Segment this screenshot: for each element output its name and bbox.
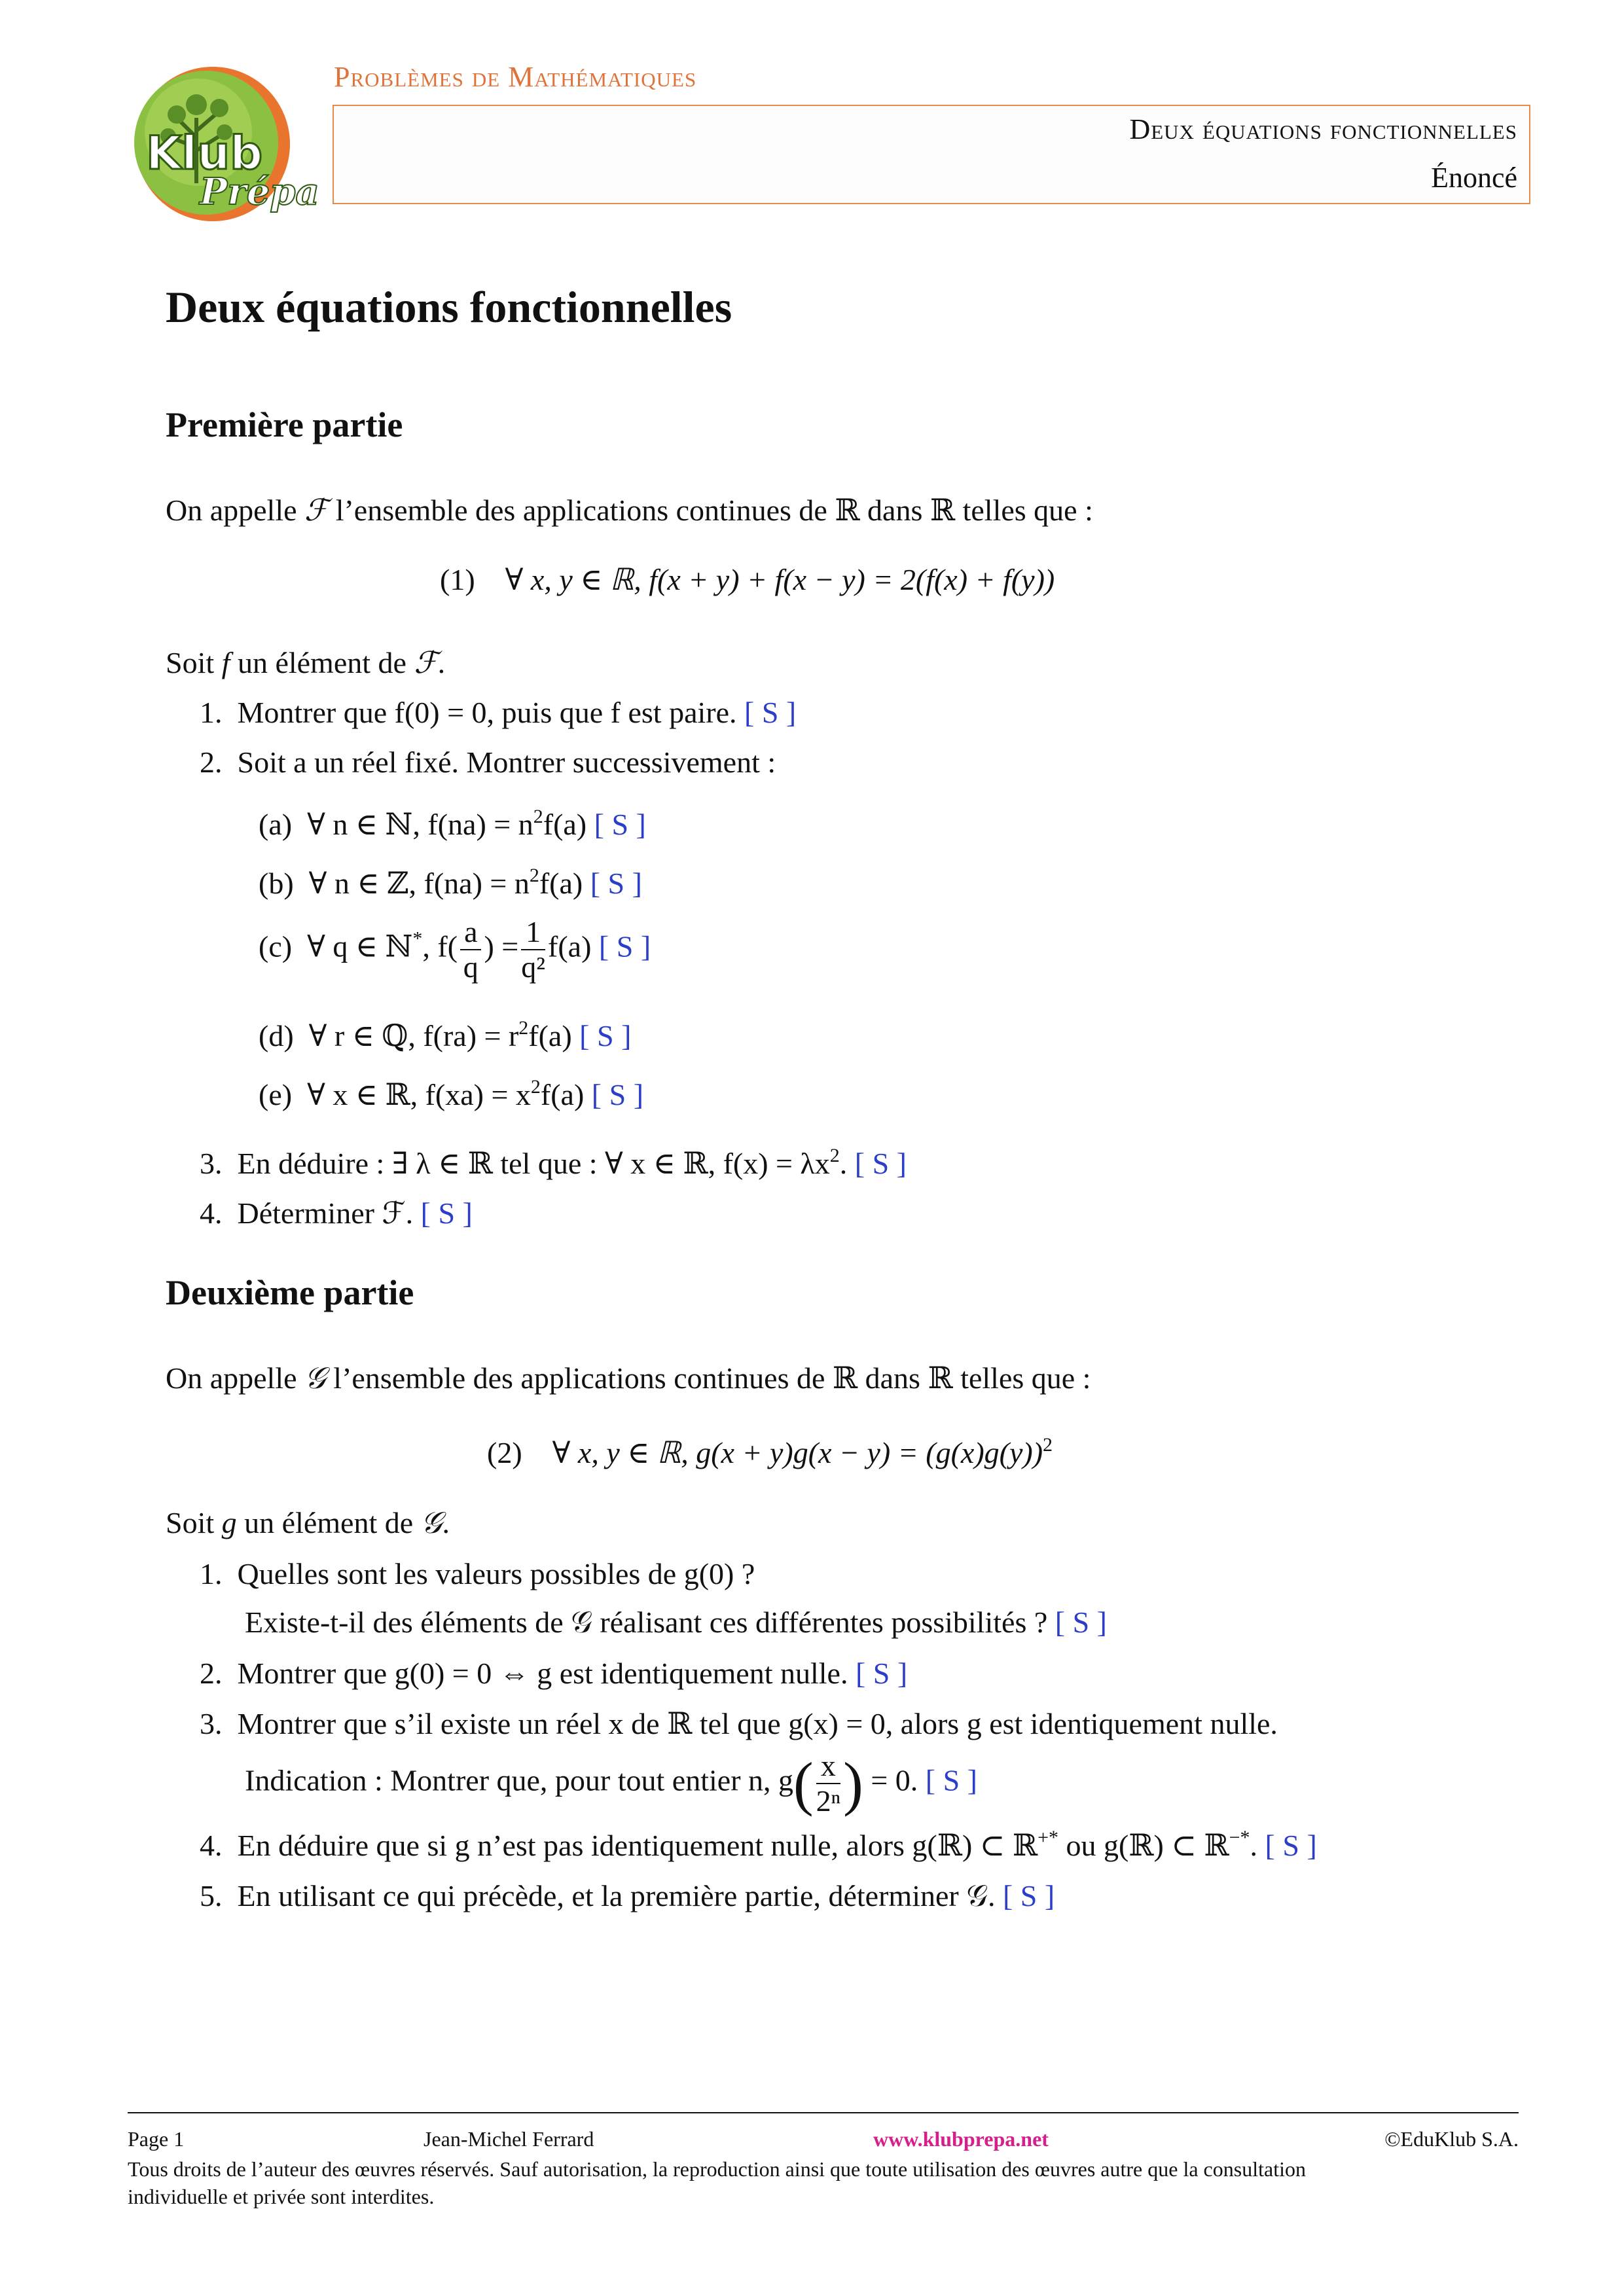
- solution-link[interactable]: [ S ]: [590, 867, 642, 900]
- part1-q1: 1. Montrer que f(0) = 0, puis que f est paire. [ S ]: [200, 696, 797, 729]
- part2-q4: 4. En déduire que si g n’est pas identiquement nulle, alors g(ℝ) ⊂ ℝ+* ou g(ℝ) ⊂ ℝ−*. [ S ]: [200, 1827, 1317, 1862]
- part2-q3-hint: Indication : Montrer que, pour tout entier n, g( $\frac{x}{\text{2ⁿ}}$ ) = 0. [ S ]: [245, 1749, 977, 1818]
- footer-page: Page 1: [128, 2127, 185, 2151]
- footer-copyright: ©EduKlub S.A.: [1384, 2127, 1519, 2151]
- part1-soit: Soit f un élément de ℱ.: [166, 646, 446, 679]
- solution-link[interactable]: [ S ]: [579, 1019, 632, 1052]
- solution-link[interactable]: [ S ]: [1055, 1605, 1107, 1639]
- solution-link[interactable]: [ S ]: [594, 808, 646, 841]
- footer-rule: [128, 2112, 1519, 2113]
- section-title-part2: Deuxième partie: [166, 1273, 414, 1312]
- fraction-x-over-2n: $\frac{x}{\text{2ⁿ}}$: [816, 1749, 841, 1818]
- solution-link[interactable]: [ S ]: [925, 1763, 977, 1797]
- logo-text-klub: Klub: [146, 126, 263, 180]
- part2-soit: Soit g un élément de 𝒢.: [166, 1506, 450, 1539]
- part2-q5: 5. En utilisant ce qui précède, et la première partie, déterminer 𝒢. [ S ]: [200, 1879, 1055, 1912]
- part2-q1: 1. Quelles sont les valeurs possibles de g(0) ?: [200, 1557, 755, 1590]
- part2-q2: 2. Montrer que g(0) = 0 ⇔ g est identiquement nulle. [ S ]: [200, 1657, 908, 1690]
- part1-q4: 4. Déterminer ℱ. [ S ]: [200, 1196, 473, 1230]
- part2-q1-line2: Existe-t-il des éléments de 𝒢 réalisant ces différentes possibilités ? [ S ]: [245, 1605, 1107, 1639]
- part1-q2: 2. Soit a un réel fixé. Montrer successivement :: [200, 745, 776, 779]
- footer-rights-line1: Tous droits de l’auteur des œuvres réservés. Sauf autorisation, la reproduction ainsi que toute utilisation des œuvres autre que la consultation: [128, 2157, 1306, 2181]
- part1-q2e: (e) ∀ x ∈ ℝ, $f(xa) = x^2f(a)$ [ S ]: [259, 1076, 644, 1111]
- footer-rights-line2: individuelle et privée sont interdites.: [128, 2185, 435, 2208]
- solution-link[interactable]: [ S ]: [1265, 1829, 1317, 1862]
- equation-2: (2) ∀ x, y ∈ ℝ, $g(x + y)g(x - y) = (g(x)g(y))^2$: [487, 1434, 1053, 1469]
- footer-site-link[interactable]: www.klubprepa.net: [873, 2127, 1049, 2151]
- part1-intro: On appelle ℱ l’ensemble des applications continues de ℝ dans ℝ telles que :: [166, 493, 1093, 527]
- footer-author: Jean-Michel Ferrard: [424, 2127, 594, 2151]
- solution-link[interactable]: [ S ]: [598, 929, 651, 963]
- klubprepa-logo: [115, 59, 317, 229]
- equation-1: [440, 562, 1055, 597]
- document-title: Deux équations fonctionnelles: [166, 282, 732, 332]
- solution-link[interactable]: [ S ]: [1002, 1879, 1055, 1912]
- part1-q2b: (b) ∀ n ∈ ℤ, $f(na) = n^2f(a)$ [ S ]: [259, 865, 642, 900]
- equation-1-tag: (1): [440, 563, 475, 596]
- solution-link[interactable]: [ S ]: [855, 1657, 908, 1690]
- part1-q2d: (d) ∀ r ∈ ℚ, $f(ra) = r^2f(a)$ [ S ]: [259, 1017, 632, 1052]
- part1-q3: 3. En déduire : ∃ λ ∈ ℝ tel que : ∀ x ∈ ℝ, $f(x) = \lambda x^2$. [ S ]: [200, 1145, 907, 1180]
- part2-q3: 3. Montrer que s’il existe un réel x de ℝ tel que g(x) = 0, alors g est identiquement nulle.: [200, 1707, 1278, 1740]
- solution-link[interactable]: [ S ]: [744, 696, 797, 729]
- header-subtitle: Énoncé: [1431, 162, 1517, 194]
- equation-1-body: ∀ x, y ∈ ℝ, f(x + y) + f(x − y) = 2(f(x) + f(y)): [505, 563, 1055, 596]
- part1-q2a: (a) ∀ n ∈ ℕ, $f(na) = n^2f(a)$ [ S ]: [259, 806, 646, 841]
- header-title: Deux équations fonctionnelles: [1129, 113, 1517, 145]
- part2-intro: On appelle 𝒢 l’ensemble des applications continues de ℝ dans ℝ telles que :: [166, 1361, 1091, 1395]
- fraction-a-over-q: $\frac{a}{q}$: [460, 915, 481, 984]
- logo-text-prepa: Prépa: [200, 170, 317, 213]
- solution-link[interactable]: [ S ]: [591, 1078, 644, 1111]
- equation-2-tag: (2): [487, 1436, 522, 1469]
- part1-q2c: (c) ∀ q ∈ ℕ*, f( $\frac{a}{q}$ ) = $\frac{1}{\text{q²}}$ f(a) [ S ]: [259, 915, 651, 984]
- header-box: [333, 105, 1530, 204]
- solution-link[interactable]: [ S ]: [420, 1196, 473, 1230]
- series-title: Problèmes de Mathématiques: [334, 61, 697, 93]
- solution-link[interactable]: [ S ]: [854, 1147, 907, 1180]
- equation-2-body: ∀ x, y ∈ ℝ, g(x + y)g(x − y) = (g(x)g(y)): [552, 1436, 1043, 1469]
- section-title-part1: Première partie: [166, 405, 403, 444]
- fraction-1-over-q2: $\frac{1}{\text{q²}}$: [521, 915, 546, 984]
